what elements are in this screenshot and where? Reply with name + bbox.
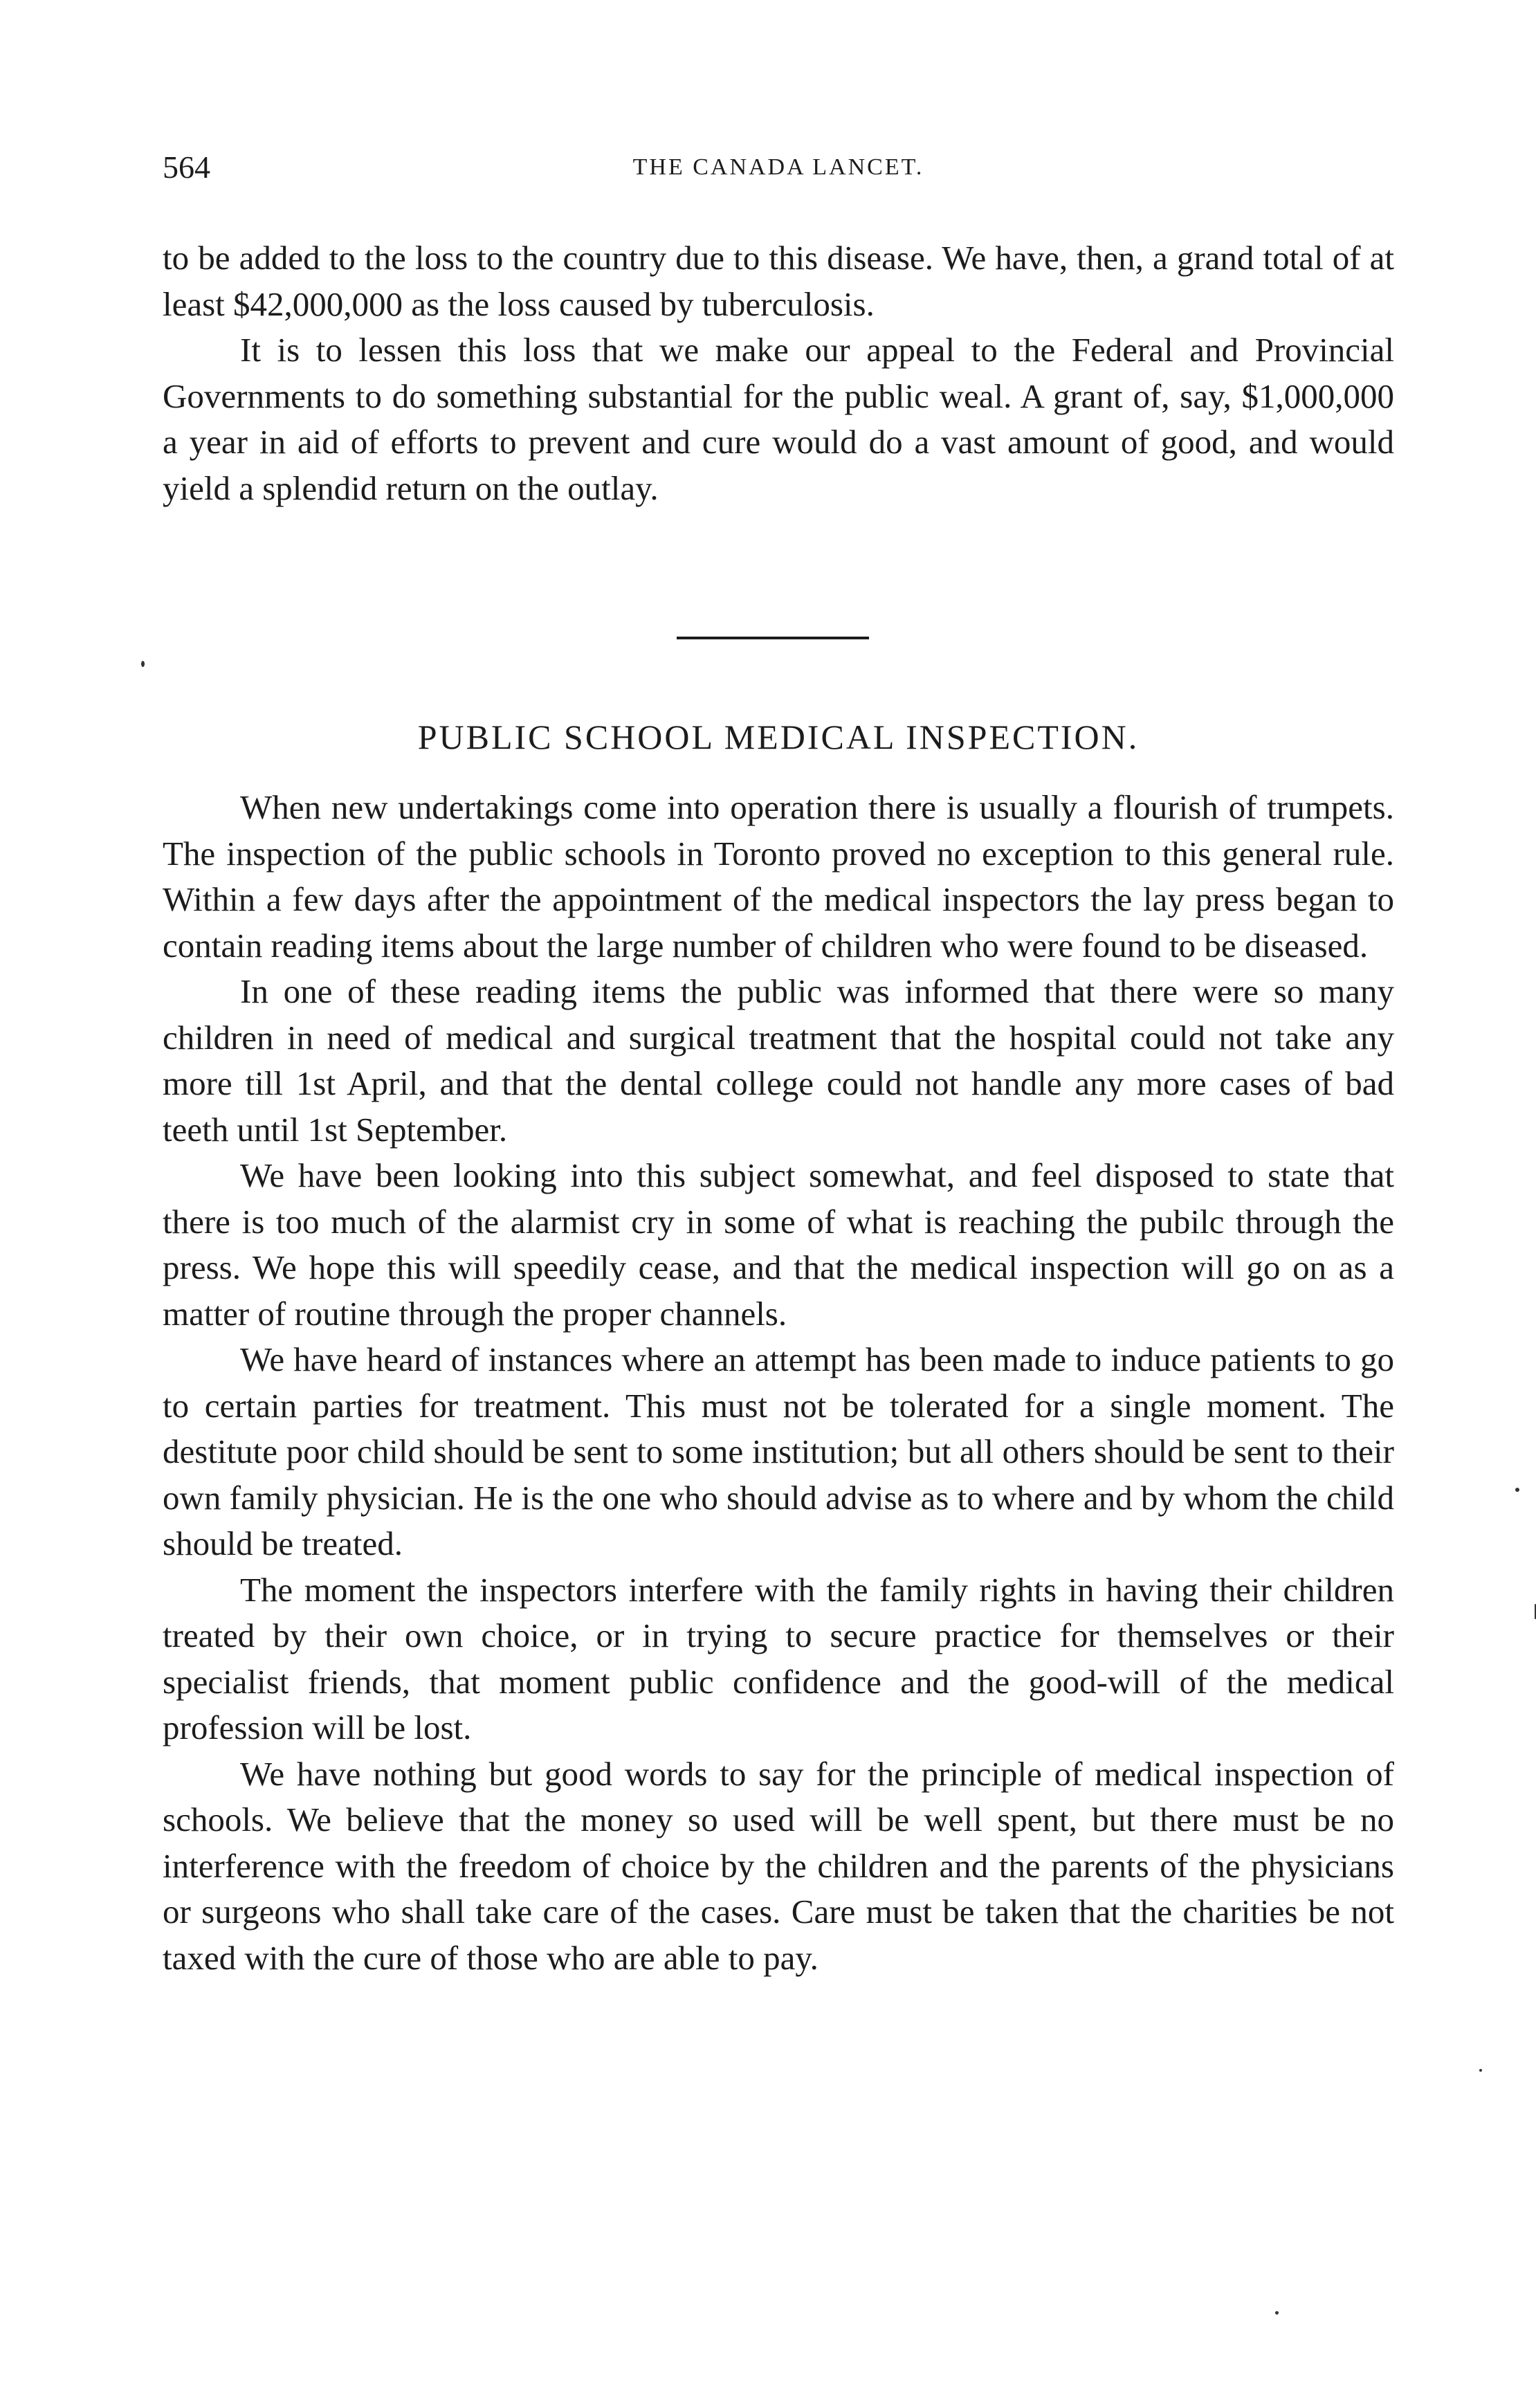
article-paragraph-5: The moment the inspectors interfere with the family rights in having their children treated by their own choice, or in trying to secure practice for themselves or their specialist friends, that moment public confidence and the good-will of the medical profession will be lost. [163, 1570, 1394, 1746]
section-heading: PUBLIC SCHOOL MEDICAL INSPECTION. [417, 718, 1140, 756]
article-paragraph-3: We have been looking into this subject somewhat, and feel disposed to state that there is too much of the alarmist cry in some of what is reaching the pubilc through the press. We hope this will speedily cease, and that the medical inspection will go on as a matter of routine through the proper channels. [163, 1156, 1394, 1333]
running-title: THE CANADA LANCET. [632, 154, 924, 180]
article-paragraph-4: We have heard of instances where an attempt has been made to induce patients to go to certain parties for treatment. This must not be tolerated for a single moment. The destitute poor child should be sent to some institution; but all others should be sent to their own family physician. He is the one who should advise as to where and by whom the child should be treated. [163, 1340, 1394, 1562]
intro-paragraph-1: to be added to the loss to the country due to this disease. We have, then, a grand total of at least $42,000,000 as the loss caused by tuberculosis. [163, 239, 1394, 323]
section-divider [677, 637, 869, 639]
scan-speck [1515, 1488, 1519, 1492]
article-paragraph-2: In one of these reading items the public was informed that there were so many children in need of medical and surgical treatment that the hospital could not take any more till 1st April, and that the dental college could not handle any more cases of bad teeth until 1st September. [163, 972, 1394, 1149]
article-body [163, 785, 1394, 1981]
intro-paragraph-2: It is to lessen this loss that we make our appeal to the Federal and Provincial Governments to do something substantial for the public weal. A grant of, say, $1,000,000 a year in aid of efforts to prevent and cure would do a vast amount of good, and would yield a splendid return on the outlay. [163, 331, 1394, 507]
page-header [163, 147, 1394, 195]
page-number: 564 [163, 149, 210, 185]
article-paragraph-1: When new undertakings come into operation there is usually a flourish of trumpets. The inspection of the public schools in Toronto proved no exception to this general rule. Within a few days after the appointment of the medical inspectors the lay press began to contain reading items about the large number of children who were found to be diseased. [163, 788, 1394, 965]
scan-speck [141, 661, 145, 667]
scan-speck [1275, 2311, 1279, 2315]
article-paragraph-6: We have nothing but good words to say for the principle of medical inspection of schools. We believe that the money so used will be well spent, but there must be no interference with the freedom of choice by the children and the parents of the physicians or surgeons who shall take care of the cases. Care must be taken that the charities be not taxed with the cure of those who are able to pay. [163, 1754, 1394, 1977]
scan-speck [1479, 2069, 1482, 2072]
intro-text [163, 235, 1394, 511]
